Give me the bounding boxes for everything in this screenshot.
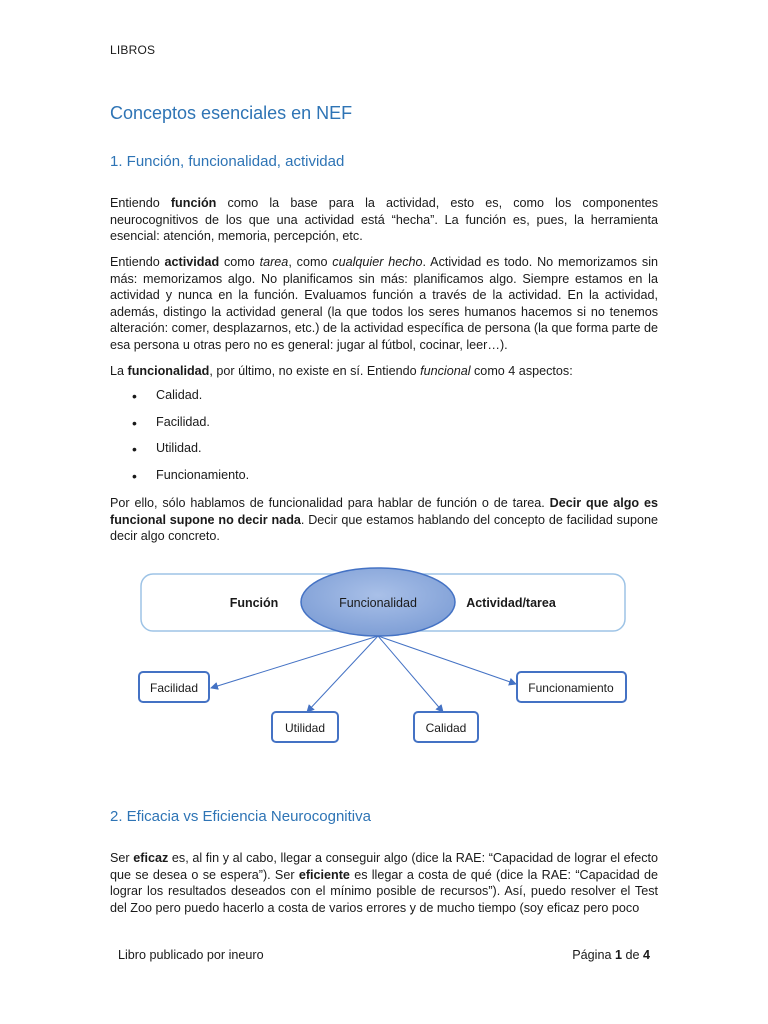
document-title: Conceptos esenciales en NEF	[110, 103, 353, 123]
paragraph-funcion: Entiendo función como la base para la actividad, esto es, como los componentes neurocognitivos de los que una actividad está “hecha”. La función es, pues, la herramienta esencial: atención, memoria, percepción, etc.	[110, 196, 659, 244]
funcionamiento-label: Funcionamiento	[528, 681, 614, 695]
bullet-icon: •	[132, 468, 137, 485]
arrow-to-facilidad	[211, 636, 378, 688]
section-1-heading: 1. Función, funcionalidad, actividad	[110, 153, 345, 170]
list-item: • Funcionamiento.	[132, 468, 250, 485]
footer-publisher: Libro publicado por ineuro	[118, 948, 264, 962]
section-2-heading: 2. Eficacia vs Eficiencia Neurocognitiva	[110, 808, 371, 825]
facilidad-label: Facilidad	[149, 681, 199, 695]
paragraph-eficacia: Ser eficaz es, al fin y al cabo, llegar a conseguir algo (dice la RAE: “Capacidad de lograr el efecto que se desea o se espera”). Ser eficiente es llegar a costa de qué (dice la RAE: “Capacidad de lograr los resultados deseados con el mínimo posible de recursos”). Así, puedo resolver el Test del Zoo pero puedo hacerlo a costa de varios errores y de mucho tiempo (soy eficaz pero poco	[110, 851, 659, 915]
funcion-label: Función	[229, 596, 279, 610]
actividad-label: Actividad/tarea	[466, 596, 556, 610]
bullet-icon: •	[132, 414, 137, 431]
aspects-list	[110, 388, 249, 495]
bullet-icon: •	[132, 441, 137, 458]
paragraph-actividad: Entiendo actividad como tarea, como cualquier hecho. Actividad es todo. No memorizamos sin más: memorizamos algo. No planificamos sin más: planificamos algo. Siempre estamos en la actividad y nunca en la función. Evaluamos función a través de la actividad. En la actividad, además, distingo la actividad general (la que todos los seres humanos hacemos si no tenemos alteración: comer, desplazarnos, etc.) de la actividad específica de persona (la que forma parte de esa persona u otras pero no es general: jugar al fútbol, cocinar, leer…).	[110, 255, 659, 352]
list-item: • Utilidad.	[132, 441, 202, 458]
footer-page-number: Página 1 de 4	[572, 948, 650, 962]
funcionalidad-diagram	[0, 560, 768, 760]
running-header: LIBROS	[110, 43, 156, 57]
list-item: • Facilidad.	[132, 414, 210, 431]
paragraph-conclusion: Por ello, sólo hablamos de funcionalidad para hablar de función o de tarea. Decir que algo es funcional supone no decir nada. Decir que estamos hablando del concepto de facilidad supone decir algo concreto.	[110, 496, 658, 544]
calidad-label: Calidad	[425, 721, 467, 735]
bullet-icon: •	[132, 388, 137, 404]
utilidad-label: Utilidad	[284, 721, 326, 735]
paragraph-funcionalidad: La funcionalidad, por último, no existe en sí. Entiendo funcional como 4 aspectos:	[110, 364, 573, 378]
funcionalidad-label: Funcionalidad	[339, 596, 417, 610]
list-item: • Calidad.	[132, 388, 203, 404]
